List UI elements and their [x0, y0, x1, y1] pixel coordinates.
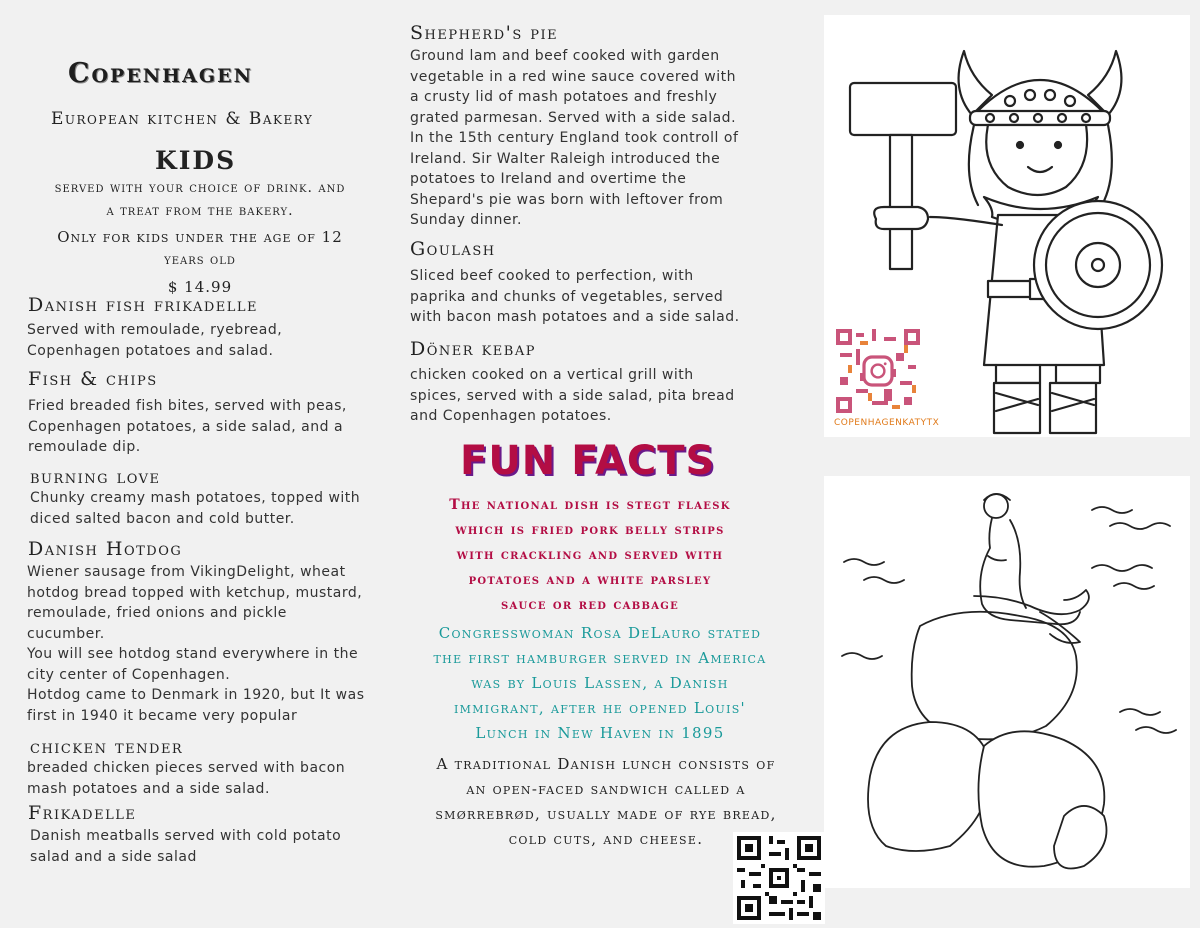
mermaid-coloring-panel [824, 476, 1190, 888]
dish-name: Danish Hotdog [28, 538, 183, 560]
kids-note-line: Only for kids under the age of 12 [57, 228, 343, 246]
dish-name: Goulash [410, 238, 496, 260]
dish-name: burning love [30, 466, 161, 488]
kids-section-title: KIDS [155, 146, 237, 175]
instagram-icon [864, 357, 892, 385]
fact-smorrebrod: A traditional Danish lunch consists of an open-faced sandwich called a smørrebrød, usually made of rye bread, cold cuts, and cheese. [435, 755, 777, 848]
brand-title: Copenhagen [68, 58, 253, 89]
dish-description: Chunky creamy mash potatoes, topped with diced salted bacon and cold butter. [30, 490, 361, 527]
dish-description: Danish meatballs served with cold potato salad and a side salad [30, 828, 342, 865]
viking-coloring-panel [824, 15, 1190, 437]
dish-name: Danish fish frikadelle [28, 294, 259, 316]
fact-hamburger: Congresswoman Rosa DeLauro stated the first hamburger served in America was by Louis Lassen, a Danish immigrant, after he opened Louis' Lunch in New Haven in 1895 [433, 624, 767, 742]
kids-note-line: years old [164, 252, 236, 268]
menu-qr-code [733, 832, 825, 924]
dish-description: Fried breaded fish bites, served with peas, Copenhagen potatoes, a side salad, and a remoulade dip. [28, 398, 347, 455]
dish-name: Fish & chips [28, 368, 158, 390]
kids-note-line: a treat from the bakery. [106, 203, 294, 219]
dish-name: Döner kebap [410, 338, 536, 360]
dish-name: chicken tender [30, 736, 184, 758]
dish-name: Shepherd's pie [410, 22, 559, 44]
brand-tagline: European kitchen & Bakery [51, 109, 314, 129]
instagram-qr-code [836, 329, 920, 413]
dish-description: Ground lam and beef cooked with garden vegetable in a red wine sauce covered with a crusty lid of mash potatoes and freshly grated parmesan. Served with a side salad. In the 15th century England took controll of Ireland. Sir Walter Raleigh introduced the potatoes to Ireland and overtime the Shepard's pie was born with leftover from Sunday dinner. [410, 48, 739, 228]
dish-name: Frikadelle [28, 802, 137, 824]
dish-description: Wiener sausage from VikingDelight, wheat hotdog bread topped with ketchup, mustard, remoulade, fried onions and pickle cucumber. You will see hotdog stand everywhere in the city center of Copenhagen. Hotdog came to Denmark in 1920, but It was first in 1940 it became very popular [27, 564, 365, 724]
dish-description: Sliced beef cooked to perfection, with paprika and chunks of vegetables, served with bacon mash potatoes and a side salad. [410, 268, 740, 325]
little-mermaid-illustration [824, 476, 1190, 888]
kids-price: $ 14.99 [167, 278, 233, 296]
fact-national-dish: The national dish is stegt flaesk which is fried pork belly strips with crackling and served with potatoes and a white parsley sauce or red cabbage [449, 497, 731, 613]
kids-note-line: served with your choice of drink. and [54, 180, 346, 196]
dish-description: Served with remoulade, ryebread, Copenhagen potatoes and salad. [27, 322, 283, 359]
instagram-handle: COPENHAGENKATYTX [834, 418, 940, 428]
fun-facts-title: FUN FACTS [460, 438, 716, 484]
dish-description: chicken cooked on a vertical grill with spices, served with a side salad, pita bread and Copenhagen potatoes. [410, 367, 735, 424]
dish-description: breaded chicken pieces served with bacon mash potatoes and a side salad. [27, 760, 346, 797]
